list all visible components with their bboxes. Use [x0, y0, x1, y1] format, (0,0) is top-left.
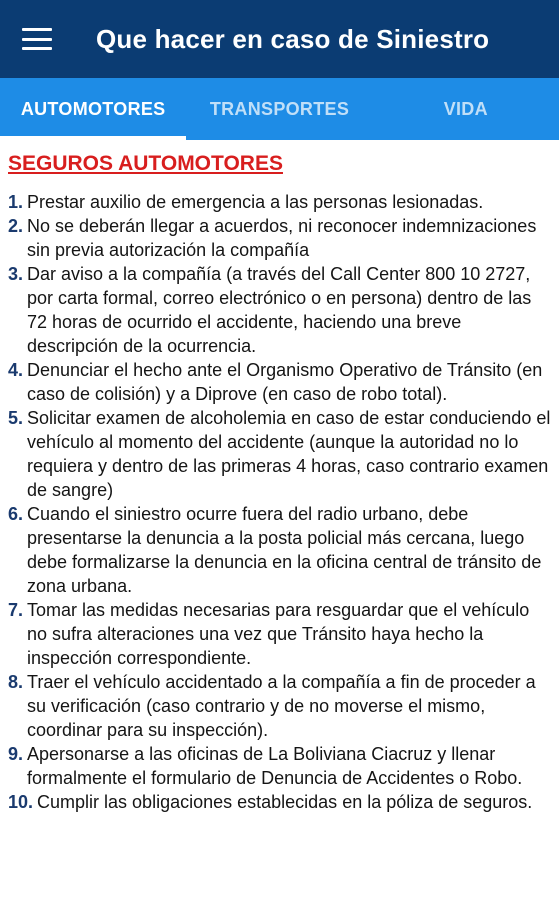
app-bar: [0, 0, 559, 78]
menu-icon-bar: [22, 47, 52, 50]
item-text: Apersonarse a las oficinas de La Boliviana Ciacruz y llenar formalmente el formulario de Denuncia de Accidentes o Robo.: [27, 744, 523, 788]
menu-icon-bar: [22, 28, 52, 31]
list-item: [8, 670, 551, 742]
item-number: 1.: [8, 192, 24, 212]
page-title: Que hacer en caso de Siniestro: [96, 23, 490, 54]
item-text: Solicitar examen de alcoholemia en caso de estar conduciendo el vehículo al momento del accidente (aunque la autoridad no lo requiera y dentro de las primeras 4 horas, caso contrario examen de sangre): [27, 408, 551, 500]
item-text: No se deberán llegar a acuerdos, ni reconocer indemnizaciones sin previa autorización la compañía: [27, 216, 537, 260]
item-number: 4.: [8, 360, 24, 380]
tab-vida[interactable]: VIDA: [443, 98, 488, 119]
tab-automotores[interactable]: AUTOMOTORES: [20, 98, 166, 119]
list-item: [8, 262, 551, 358]
item-text: Prestar auxilio de emergencia a las personas lesionadas.: [27, 192, 484, 212]
item-number: 5.: [8, 408, 24, 428]
item-text: Cuando el siniestro ocurre fuera del radio urbano, debe presentarse la denuncia a la posta policial más cercana, luego debe formalizarse la denuncia en la oficina central de tránsito de zona urbana.: [27, 504, 542, 596]
item-number: 9.: [8, 744, 24, 764]
list-item: [8, 742, 551, 790]
list-item: [8, 502, 551, 598]
list-item: [8, 190, 551, 214]
menu-icon-bar: [22, 38, 52, 41]
item-number: 6.: [8, 504, 24, 524]
list-item: [8, 790, 551, 814]
item-text: Tomar las medidas necesarias para resguardar que el vehículo no sufra alteraciones una vez que Tránsito haya hecho la inspección correspondiente.: [27, 600, 530, 668]
list-item: [8, 598, 551, 670]
section-title: SEGUROS AUTOMOTORES: [8, 152, 283, 175]
content-area: [0, 140, 559, 814]
item-text: Denunciar el hecho ante el Organismo Operativo de Tránsito (en caso de colisión) y a Diprove (en caso de robo total).: [27, 360, 543, 404]
item-number: 7.: [8, 600, 24, 620]
list-item: [8, 358, 551, 406]
item-number: 8.: [8, 672, 24, 692]
tab-indicator: [0, 136, 186, 140]
tab-transportes[interactable]: TRANSPORTES: [209, 98, 350, 119]
tab-bar: [0, 78, 559, 140]
list-item: [8, 406, 551, 502]
item-text: Dar aviso a la compañía (a través del Call Center 800 10 2727, por carta formal, correo electrónico o en persona) dentro de las 72 horas de ocurrido el accidente, haciendo una breve descripción de la ocurrencia.: [27, 264, 532, 356]
list-item: [8, 214, 551, 262]
item-text: Traer el vehículo accidentado a la compañía a fin de proceder a su verificación (caso contrario y de no moverse el mismo, coordinar para su inspección).: [27, 672, 536, 740]
steps-list: [8, 190, 551, 814]
item-number: 10.: [8, 792, 34, 812]
item-text: Cumplir las obligaciones establecidas en la póliza de seguros.: [37, 792, 533, 812]
item-number: 3.: [8, 264, 24, 284]
item-number: 2.: [8, 216, 24, 236]
menu-icon[interactable]: [22, 28, 52, 50]
